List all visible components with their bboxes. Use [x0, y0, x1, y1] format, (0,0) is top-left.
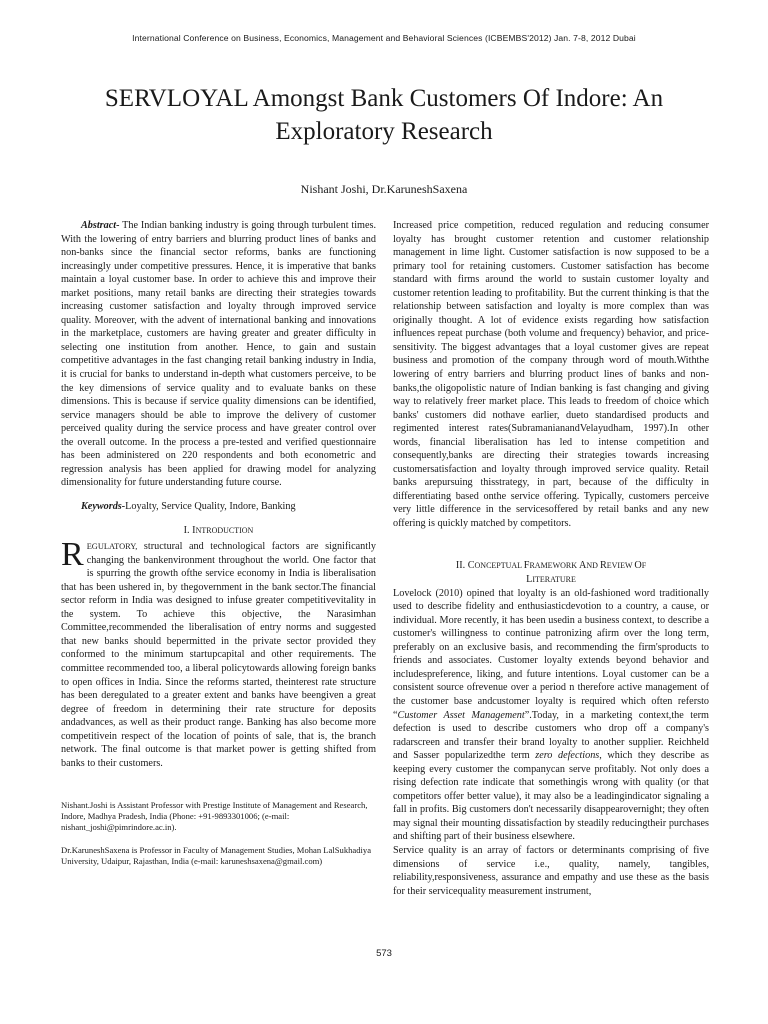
- emphasis-customer-asset-management: Customer Asset Management: [397, 709, 525, 721]
- literature-review-text: Lovelock (2010) opined that loyalty is an old-fashioned word traditionally used to describe fidelity and enthusiasticdevotion to a country, a cause, or individual. More recently, it has been usedin a business context, to describe a customer's willingness to continue patronizing afirm over the long term, preferably on an exclusive basis, and recommending the firm'sproducts to friends and associates. Customer loyalty extends beyond behavior and includespreference, liking, and future intentions. Loyal customer can be a consistent source ofrevenue over a period n therefore active management of the customer base andcustomer loyalty is required which often refersto “Customer Asset Management”.Today, in a marketing context,the term defection is used to describe customers who drop off a company's radarscreen and transfer their brand loyalty to another supplier. Reichheld and Sasser popularizedthe term zero defections, which they describe as keeping every customer the companycan serve profitably. Not only does a rising defection rate indicate that somethingis wrong with quality (or that competitors offer better value), it may also be a leadingindicator signaling a fall in profits. Big customers don't necessarily disappearovernight; they often may signal their mounting dissatisfaction by steadily reducingtheir purchases and shifting part of their business elsewhere.: [393, 587, 709, 843]
- section2-heading: II. CONCEPTUAL FRAMEWORK AND REVIEW OF LITERATURE: [455, 559, 647, 585]
- introduction-body: structural and technological factors are significantly changing the bankenvironment throughout the world. One factor that is spurring the growth ofthe service economy in India is liberalisation that has been ushered in, by thegovernment in the bank sector.The financial sector reform in India was designed to infuse greater competitivevitality in the system. To achieve this objective, the Narasimhan Committee,recommended the liberalisation of entry norms and suggested that new banks should bepermitted in the private sector provided they conformed to the minimum startupcapital and other requirements. The committee recommended too, a liberal policytowards allowing foreign banks to open offices in India. Since the reforms started, theinterest rate structure has been deregulated to a greater extent and banks have beengiven a great degree of freedom in determining their rate structure for deposits andadvances, as well as their product range. Banking has also become more competitivein respect of the location of points of sale, that is, the branch network. The final outcome is that market power is getting shifted from banks to their customers.: [61, 541, 376, 769]
- drop-cap: R: [61, 536, 84, 574]
- keywords: [61, 500, 376, 514]
- page-number: 573: [376, 948, 392, 959]
- intro-continued-text: Increased price competition, reduced regulation and reducing consumer loyalty has brought customer retention and customer relationship management in lime light. Customer satisfaction is now supposed to be a primary tool for retaining customers. Customer satisfaction has become standard with firms around the world to sustain customer loyalty and customer retention leading to profitability. But the current thinking is that the relationship between satisfaction and loyalty is more complex than was originally thought. A lot of evidence exists regarding how satisfaction influences repeat purchase (both volume and frequency) behavior, and price-sensitivity. The biggest advantages that a loyal customer gives are repeat business and promotion of the company through word of mouth.Withthe lowering of entry barriers and blurring product lines of banks and non-banks,the oligopolistic nature of Indian banking is fast changing and giving way to relatively freer market place. This leads to freedom of choice which banks' customers did nothave earlier, dueto standardised products and regimented interest rates(SubramanianandVelayudham, 1997).In other words, financial liberalisation has led to intense competition and consequently,banks are directing their strategies towards increasing customersatisfaction and loyalty through improved service quality. Retail banks arepursuing thisstrategy, in part, because of the difficulty in differentiating based onthe service offering. Typically, customers perceive very little difference in the servicesoffered by retail banks and any new offering is quickly matched by competitors.: [393, 220, 709, 530]
- conference-header: International Conference on Business, Economics, Management and Behavioral Sciences (ICBEMBS'2012) Jan. 7-8, 2012 Dubai: [132, 33, 636, 43]
- author-footnote-1: Nishant.Joshi is Assistant Professor with Prestige Institute of Management and Research, Indore, Madhya Pradesh, India (Phone: +91-9893301006; (e-mail: nishant_joshi@pimrindore.ac.in).: [61, 800, 368, 833]
- abstract-text: The Indian banking industry is going through turbulent times. With the lowering of entry barriers and blurring product lines of banks and non-banks since the financial sector reforms, banks are functioning increasingly under competitive pressures. Hence, it is imperative that banks maintain a loyal customer base. In order to achieve this and improve their market positions, many retail banks are directing their strategies towards increasing customer satisfaction and loyalty through improved service quality. Moreover, with the advent of international banking and innovations in the marketplace, customers are having greater and greater difficulty in selecting one institution from another. Hence, to gain and sustain competitive advantages in the fast changing retail banking industry in India, it is crucial for banks to understand in-depth what customers perceive, to be the key dimensions of service quality and to evaluate banks on these dimensions. This is because if service quality dimensions can be identified, service managers should be able to improve the delivery of customer perceived quality during the service process and have greater control over the overall outcome. In the process a pre-tested and verified questionnaire has been administered on 220 respondents and both econometric and regression analysis has been applied for drawing model for analyzing dimensionality for future understanding future course.: [61, 220, 376, 489]
- introduction-heading: I. INTRODUCTION: [183, 525, 254, 537]
- keywords-label: Keywords-: [81, 500, 126, 512]
- service-quality-text: Service quality is an array of factors or determinants comprising of five dimensions of service i.e., quality, namely, tangibles, reliability,responsiveness, assurance and empathy and use these as the basis for their servicequality measurement instrument,: [393, 844, 709, 897]
- introduction-text: [61, 536, 376, 770]
- abstract: [61, 219, 376, 490]
- left-column: [61, 219, 376, 867]
- drop-cap-lead: EGULATORY,: [86, 542, 138, 552]
- emphasis-zero-defections: zero defections: [535, 750, 600, 762]
- paper-title: SERVLOYAL Amongst Bank Customers Of Indore: An Exploratory Research: [104, 85, 664, 145]
- author-footnote-2: Dr.KaruneshSaxena is Professor in Faculty of Management Studies, Mohan LalSukhadiya University, Udaipur, Rajasthan, India (e-mail: karuneshsaxena@gmail.com): [61, 845, 372, 867]
- keywords-text: Loyalty, Service Quality, Indore, Banking: [125, 500, 296, 512]
- paper-authors: Nishant Joshi, Dr.KaruneshSaxena: [300, 182, 468, 196]
- abstract-label: Abstract-: [81, 220, 120, 231]
- right-column: [393, 219, 709, 898]
